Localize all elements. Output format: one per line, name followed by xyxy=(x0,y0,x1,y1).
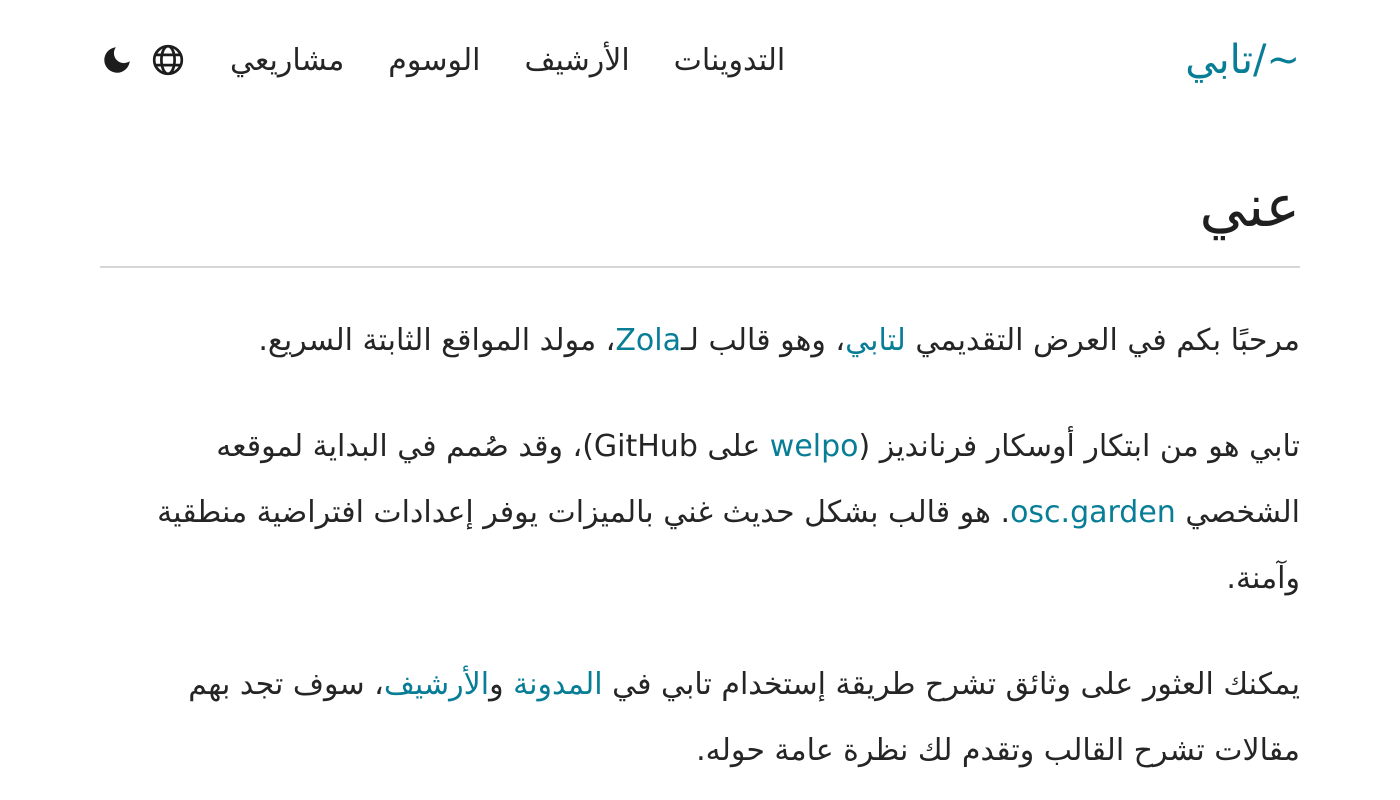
about-author-paragraph xyxy=(100,414,1300,612)
theme-toggle-button[interactable] xyxy=(100,43,134,77)
nav-item-posts[interactable]: التدوينات xyxy=(673,42,786,78)
text-segment: تابي هو من ابتكار أوسكار فرنانديز ( xyxy=(858,428,1300,464)
inline-link[interactable]: welpo xyxy=(769,428,859,464)
text-segment: ، مولد المواقع الثابتة السريع. xyxy=(258,322,616,358)
text-segment: . هو قالب بشكل حديث غني بالميزات يوفر إعدادات افتراضية منطقية وآمنة. xyxy=(157,494,1300,596)
site-title-link[interactable]: ~/تابي xyxy=(1185,37,1300,83)
docs-paragraph xyxy=(100,652,1300,784)
inline-link[interactable]: osc.garden xyxy=(1010,494,1176,530)
main-nav xyxy=(100,42,785,78)
text-segment: على GitHub)، وقد صُمم في البداية لموقعه الشخصي xyxy=(216,428,1300,530)
text-segment: يمكنك العثور على وثائق تشرح طريقة إستخدام تابي في xyxy=(602,666,1300,702)
moon-icon xyxy=(100,43,134,77)
site-header xyxy=(0,0,1400,86)
nav-item-tags[interactable]: الوسوم xyxy=(388,42,481,78)
inline-link[interactable]: المدونة xyxy=(513,666,603,702)
nav-item-archive[interactable]: الأرشيف xyxy=(524,42,630,78)
text-segment: مرحبًا بكم في العرض التقديمي xyxy=(905,322,1300,358)
page-title: عني xyxy=(1199,172,1300,240)
title-divider xyxy=(100,266,1300,268)
inline-link[interactable]: الأرشيف xyxy=(383,666,490,702)
text-segment: ، وهو قالب لـ xyxy=(680,322,846,358)
inline-link[interactable]: لتابي xyxy=(845,322,906,358)
language-switcher-button[interactable] xyxy=(150,42,186,78)
text-segment: و xyxy=(489,666,514,702)
inline-link[interactable]: Zola xyxy=(615,322,681,358)
globe-icon xyxy=(150,42,186,78)
text-segment: ، سوف تجد بهم مقالات تشرح القالب وتقدم لك نظرة عامة حوله. xyxy=(188,666,1300,768)
intro-paragraph xyxy=(100,308,1300,374)
nav-item-projects[interactable]: مشاريعي xyxy=(230,42,345,78)
page-content xyxy=(100,172,1300,784)
